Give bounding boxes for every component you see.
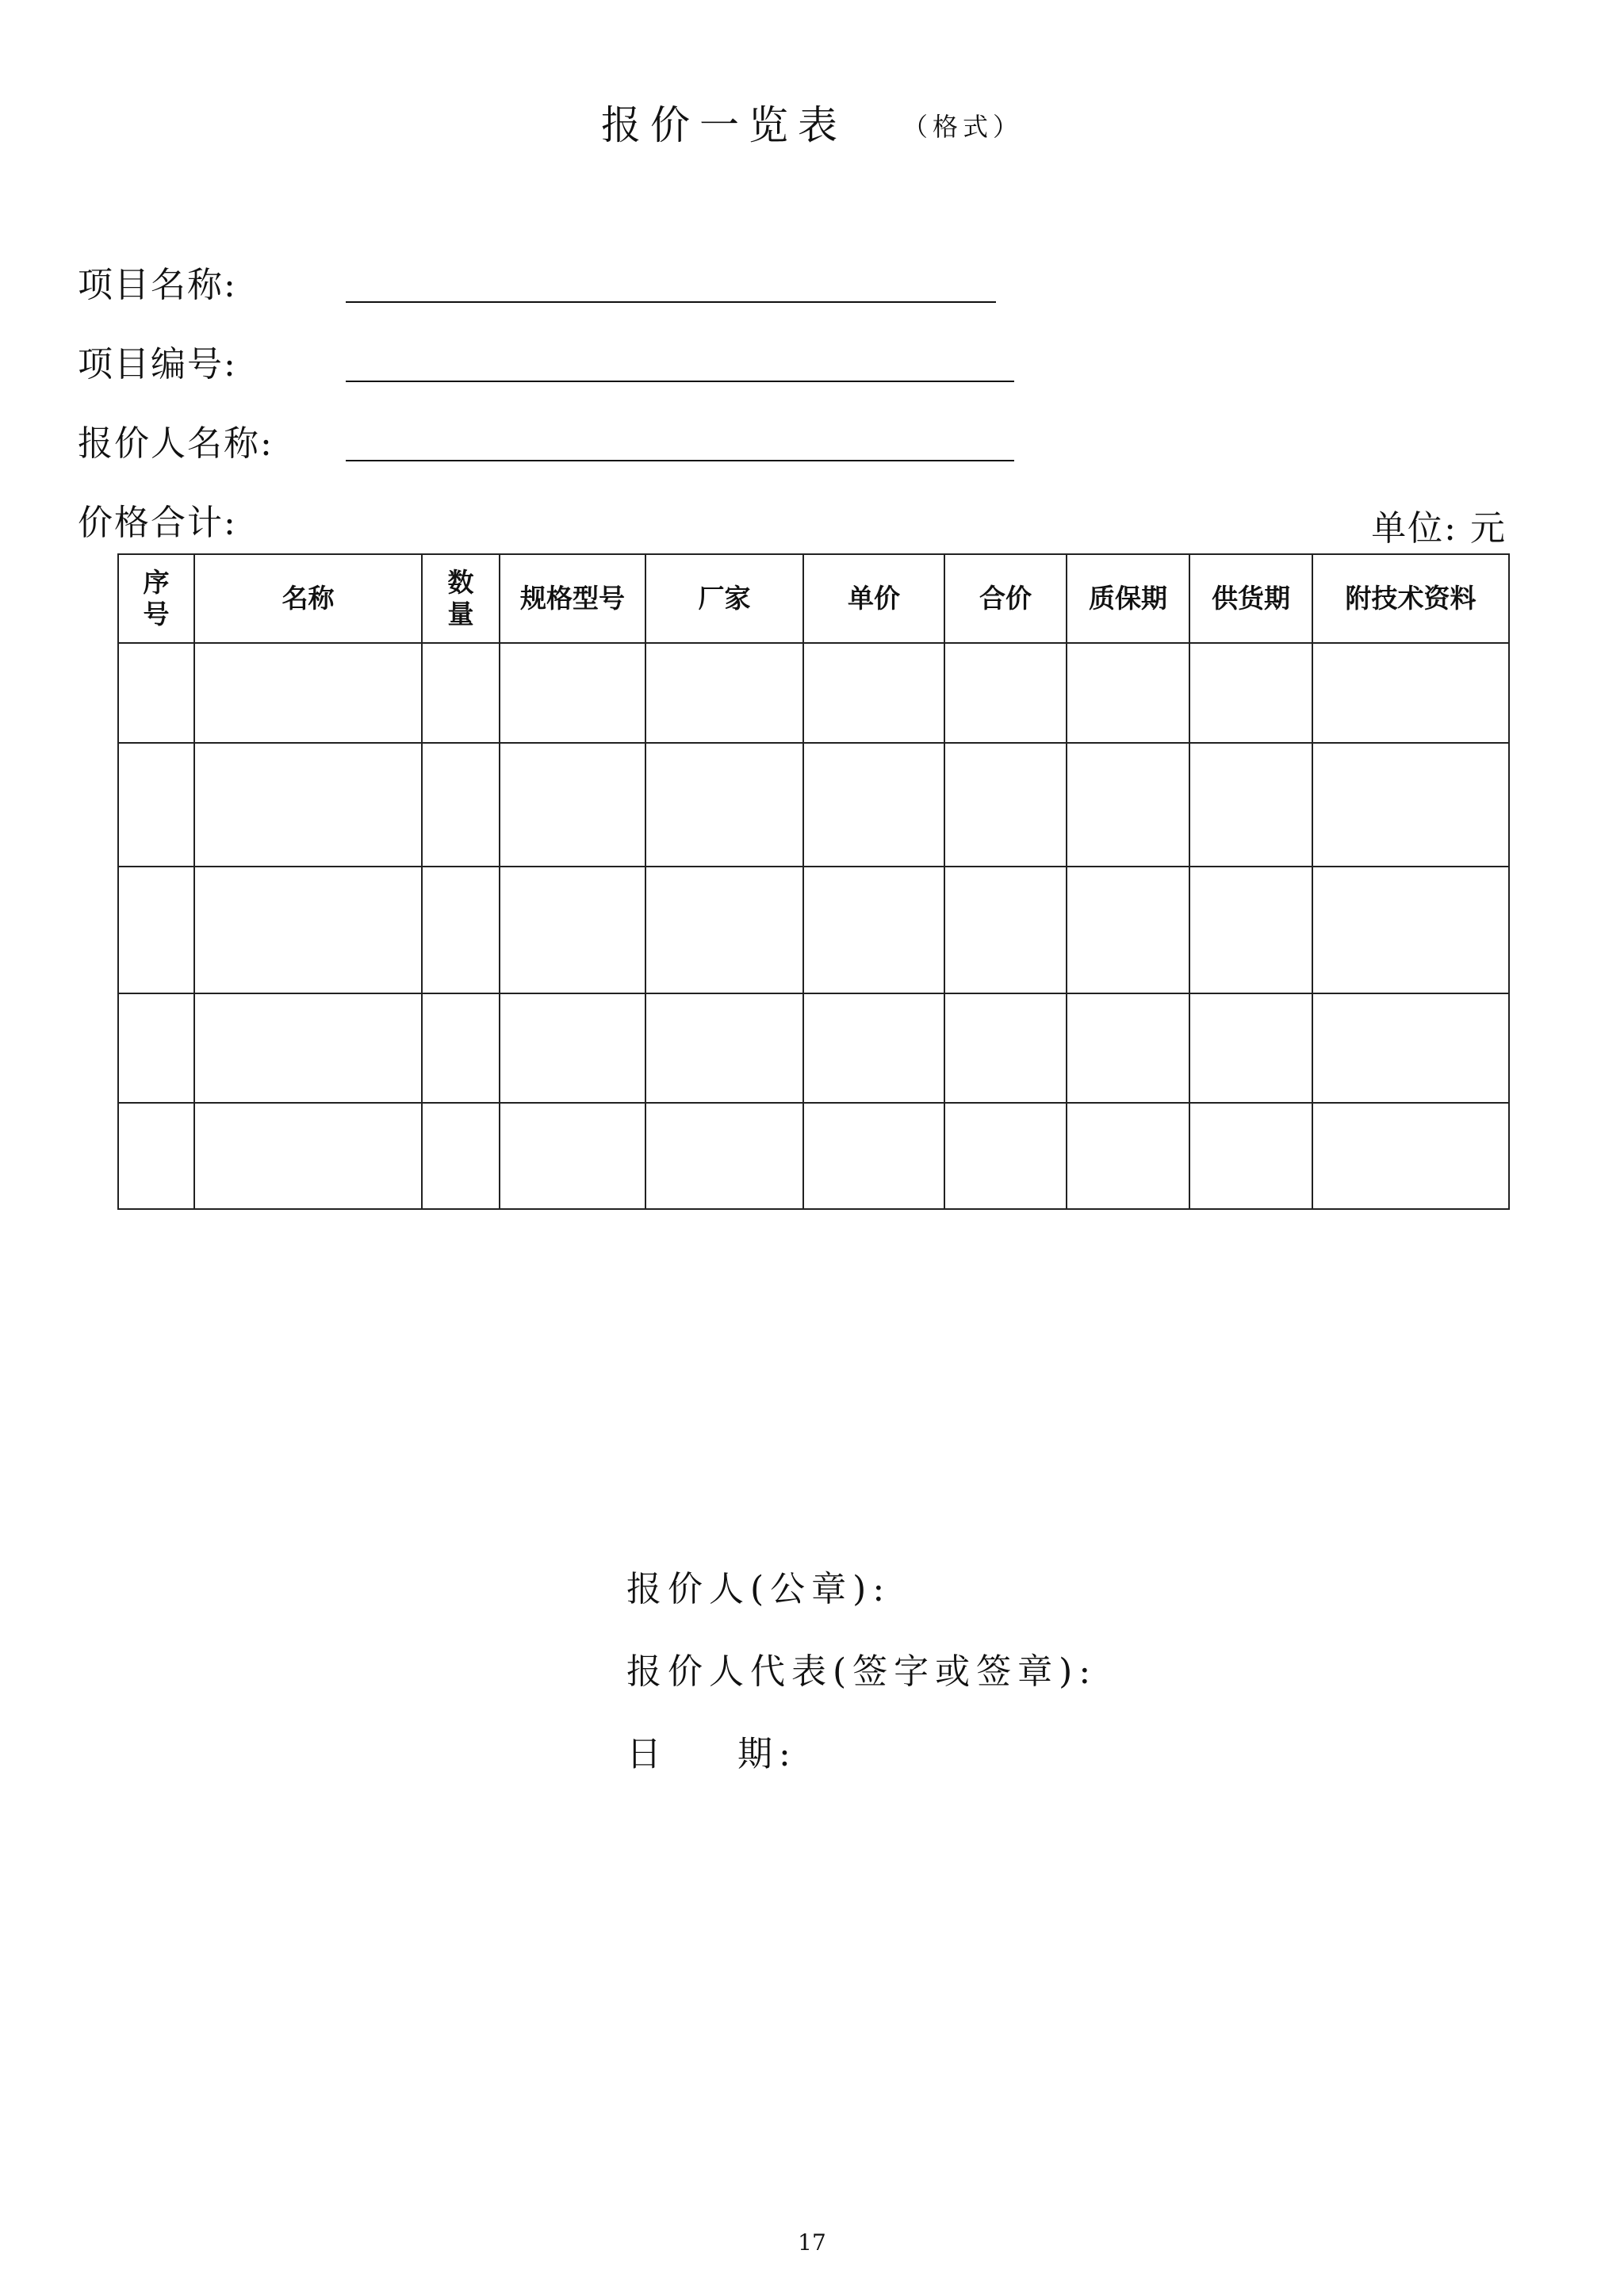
table-row xyxy=(118,1103,1509,1209)
table-row xyxy=(118,993,1509,1103)
bidder-seal-line: 报价人(公章): xyxy=(626,1569,891,1609)
table-cell[interactable] xyxy=(645,643,803,743)
header-quantity: 数量 xyxy=(422,554,500,643)
header-spec-model: 规格型号 xyxy=(500,554,645,643)
header-warranty: 质保期 xyxy=(1067,554,1189,643)
table-cell[interactable] xyxy=(1312,993,1509,1103)
table-cell[interactable] xyxy=(944,1103,1067,1209)
project-number-blank[interactable] xyxy=(346,381,1014,382)
title-sub: （格式） xyxy=(902,112,1023,142)
table-cell[interactable] xyxy=(645,867,803,993)
representative-signature-line: 报价人代表(签字或签章): xyxy=(626,1651,1097,1692)
table-cell[interactable] xyxy=(422,743,500,867)
table-cell[interactable] xyxy=(803,743,944,867)
table-cell[interactable] xyxy=(1189,743,1312,867)
bidder-name-field xyxy=(78,420,274,468)
table-cell[interactable] xyxy=(1189,993,1312,1103)
table-cell[interactable] xyxy=(422,643,500,743)
header-unit-price: 单价 xyxy=(803,554,944,643)
project-number-field xyxy=(78,341,237,388)
table-cell[interactable] xyxy=(500,1103,645,1209)
table-cell[interactable] xyxy=(944,743,1067,867)
table-cell[interactable] xyxy=(118,1103,194,1209)
currency-unit: 单位: 元 xyxy=(1371,508,1507,549)
project-name-label: 项目名称: xyxy=(78,265,237,305)
page-number: 17 xyxy=(798,2229,826,2256)
table-cell[interactable] xyxy=(944,993,1067,1103)
table-cell[interactable] xyxy=(422,867,500,993)
table-cell[interactable] xyxy=(500,993,645,1103)
table-cell[interactable] xyxy=(1067,1103,1189,1209)
table-cell[interactable] xyxy=(1312,1103,1509,1209)
table-cell[interactable] xyxy=(645,1103,803,1209)
table-cell[interactable] xyxy=(118,993,194,1103)
table-cell[interactable] xyxy=(194,643,422,743)
table-cell[interactable] xyxy=(1312,743,1509,867)
header-name: 名称 xyxy=(194,554,422,643)
bidder-name-label: 报价人名称: xyxy=(78,423,274,464)
date-line: 日 期: xyxy=(626,1734,797,1774)
table-cell[interactable] xyxy=(803,1103,944,1209)
table-cell[interactable] xyxy=(803,643,944,743)
table-cell[interactable] xyxy=(422,1103,500,1209)
table-cell[interactable] xyxy=(194,743,422,867)
table-row xyxy=(118,743,1509,867)
table-cell[interactable] xyxy=(118,743,194,867)
table-cell[interactable] xyxy=(118,867,194,993)
project-name-blank[interactable] xyxy=(346,301,996,303)
table-cell[interactable] xyxy=(194,867,422,993)
header-tech-docs: 附技术资料 xyxy=(1312,554,1509,643)
table-cell[interactable] xyxy=(944,643,1067,743)
quote-table xyxy=(117,553,1510,1210)
table-cell[interactable] xyxy=(1189,867,1312,993)
table-cell[interactable] xyxy=(803,993,944,1103)
table-cell[interactable] xyxy=(194,1103,422,1209)
table-cell[interactable] xyxy=(1312,867,1509,993)
header-index: 序号 xyxy=(118,554,194,643)
price-total-label: 价格合计: xyxy=(78,503,237,543)
table-cell[interactable] xyxy=(194,993,422,1103)
table-cell[interactable] xyxy=(118,643,194,743)
table-cell[interactable] xyxy=(645,993,803,1103)
table-cell[interactable] xyxy=(500,867,645,993)
table-cell[interactable] xyxy=(803,867,944,993)
table-cell[interactable] xyxy=(1067,867,1189,993)
project-name-field xyxy=(78,262,237,309)
table-cell[interactable] xyxy=(1067,743,1189,867)
table-cell[interactable] xyxy=(1067,993,1189,1103)
table-cell[interactable] xyxy=(645,743,803,867)
table-cell[interactable] xyxy=(1312,643,1509,743)
document-title xyxy=(0,94,1624,157)
project-number-label: 项目编号: xyxy=(78,344,237,385)
title-main: 报价一览表 xyxy=(600,102,847,148)
bidder-name-blank[interactable] xyxy=(346,460,1014,461)
table-cell[interactable] xyxy=(1189,1103,1312,1209)
table-cell[interactable] xyxy=(1067,643,1189,743)
header-delivery: 供货期 xyxy=(1189,554,1312,643)
table-header-row xyxy=(118,554,1509,643)
table-cell[interactable] xyxy=(500,643,645,743)
table-cell[interactable] xyxy=(944,867,1067,993)
table-row xyxy=(118,867,1509,993)
table-cell[interactable] xyxy=(422,993,500,1103)
price-total-field xyxy=(78,499,237,547)
header-manufacturer: 厂家 xyxy=(645,554,803,643)
table-cell[interactable] xyxy=(1189,643,1312,743)
header-total-price: 合价 xyxy=(944,554,1067,643)
table-row xyxy=(118,643,1509,743)
table-cell[interactable] xyxy=(500,743,645,867)
